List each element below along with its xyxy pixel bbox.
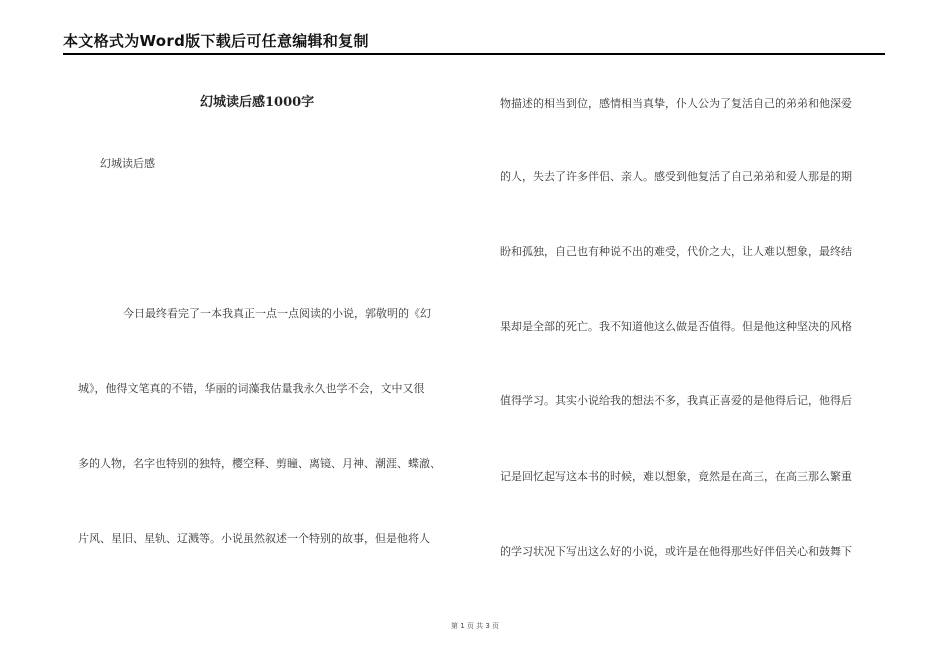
paragraph-line: 盼和孤独，自己也有种说不出的难受，代价之大，让人难以想象，最终结 (500, 245, 852, 258)
page-number: 第 1 页 共 3 页 (450, 622, 500, 630)
paragraph-line: 果却是全部的死亡。我不知道他这么做是否值得。但是他这种坚决的风格 (500, 320, 852, 333)
document-subtitle: 幻城读后感 (100, 157, 155, 170)
document-title: 幻城读后感1000字 (200, 95, 315, 110)
paragraph-line: 片风、星旧、星轨、辽溅等。小说虽然叙述一个特别的故事，但是他将人 (78, 532, 430, 545)
paragraph-line: 多的人物，名字也特别的独特，樱空释、剪瞳、离镜、月神、潮涯、蝶澈、 (78, 457, 441, 470)
header-divider (63, 53, 885, 55)
paragraph-line: 今日最终看完了一本我真正一点一点阅读的小说，郭敬明的《幻 (123, 307, 431, 320)
paragraph-line: 物描述的相当到位，感情相当真挚，仆人公为了复活自己的弟弟和他深爱 (500, 97, 852, 110)
paragraph-line: 记是回忆起写这本书的时候，难以想象，竟然是在高三，在高三那么繁重 (500, 470, 852, 483)
paragraph-line: 城》，他得文笔真的不错，华丽的词藻我估量我永久也学不会，文中又很 (78, 382, 425, 395)
paragraph-line: 的学习状况下写出这么好的小说，或许是在他得那些好伴侣关心和鼓舞下 (500, 545, 852, 558)
paragraph-line: 值得学习。其实小说给我的想法不多，我真正喜爱的是他得后记，他得后 (500, 394, 852, 407)
page-header: 本文格式为Word版下载后可任意编辑和复制 (63, 32, 369, 50)
paragraph-line: 的人，失去了许多伴侣、亲人。感受到他复活了自己弟弟和爱人那是的期 (500, 170, 852, 183)
